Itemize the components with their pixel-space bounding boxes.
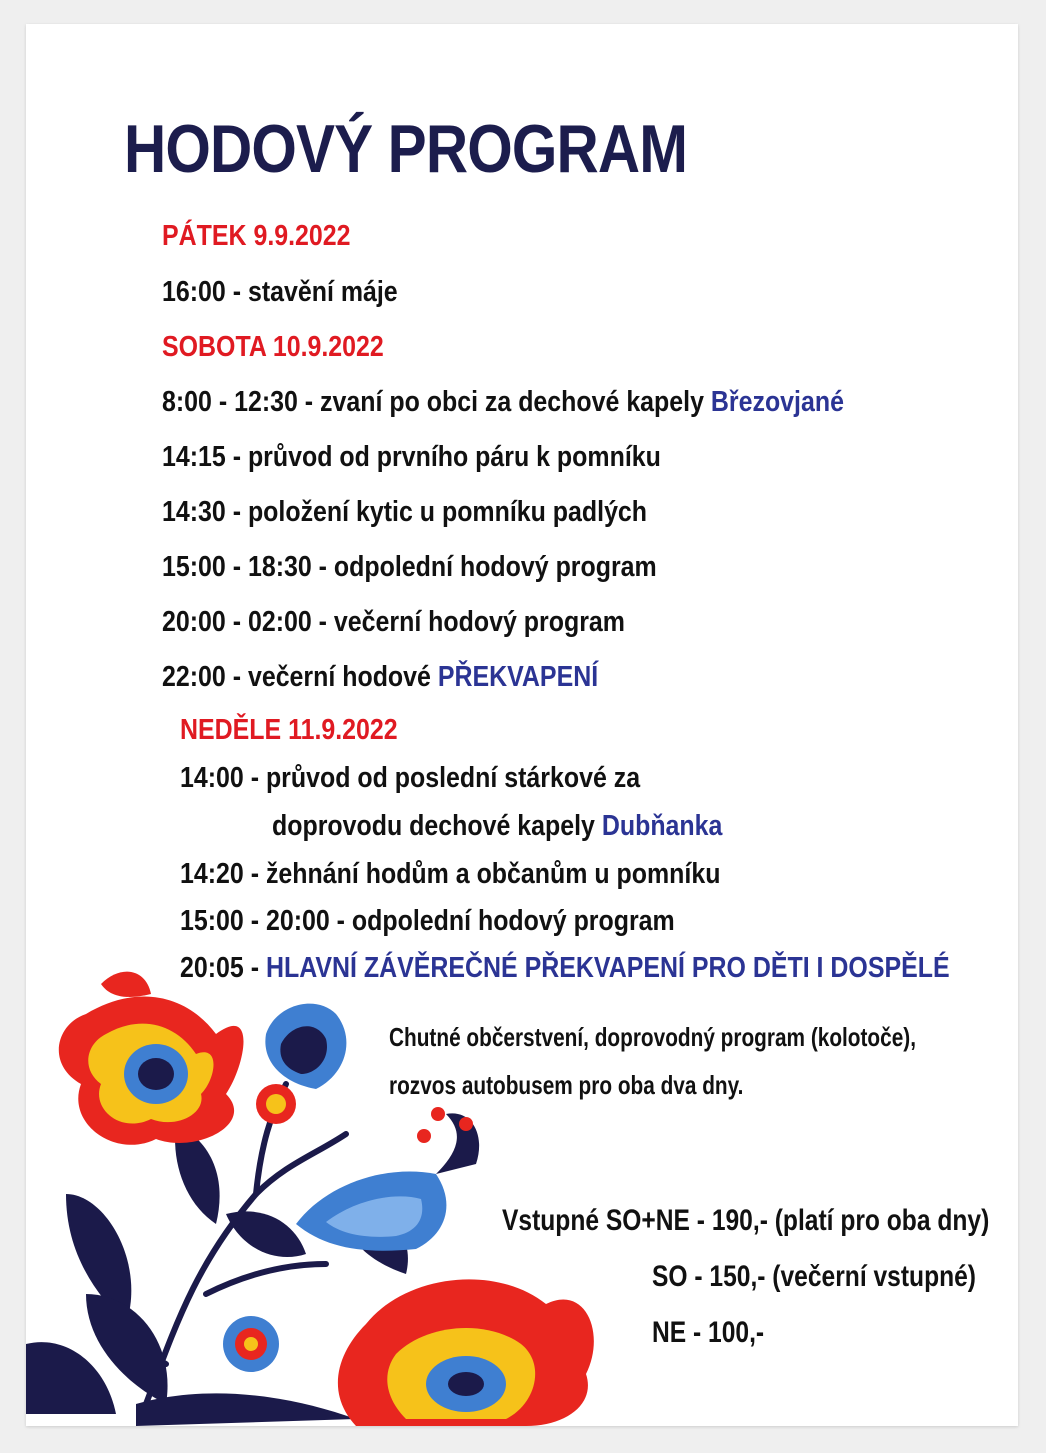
saturday-item-4: 15:00 - 18:30 - odpolední hodový program bbox=[162, 551, 657, 583]
saturday-item-6 bbox=[162, 661, 598, 694]
red-bottom-flower-icon bbox=[338, 1279, 594, 1426]
surprise-label: PŘEKVAPENÍ bbox=[437, 661, 599, 693]
friday-heading: PÁTEK 9.9.2022 bbox=[162, 220, 351, 252]
main-surprise-label: HLAVNÍ ZÁVĚREČNÉ PŘEKVAPENÍ PRO DĚTI I DOSPĚLÉ bbox=[265, 952, 950, 984]
band-name-dubnanka: Dubňanka bbox=[601, 810, 723, 842]
saturday-item-6-text: 22:00 - večerní hodové bbox=[162, 661, 438, 693]
sunday-heading: NEDĚLE 11.9.2022 bbox=[180, 714, 398, 746]
price-line-1: Vstupné SO+NE - 190,- (platí pro oba dny) bbox=[502, 1204, 990, 1237]
sunday-item-1-line-2-text: doprovodu dechové kapely bbox=[272, 810, 602, 842]
poster-sheet bbox=[26, 24, 1018, 1426]
friday-item: 16:00 - stavění máje bbox=[162, 276, 398, 308]
price-line-3: NE - 100,- bbox=[652, 1316, 765, 1349]
saturday-item-3: 14:30 - položení kytic u pomníku padlých bbox=[162, 496, 648, 528]
saturday-item-1 bbox=[162, 386, 844, 419]
sunday-item-3: 15:00 - 20:00 - odpolední hodový program bbox=[180, 905, 675, 937]
page-title: HODOVÝ PROGRAM bbox=[124, 111, 688, 187]
small-flower-icon bbox=[223, 1316, 279, 1372]
sunday-item-4-text: 20:05 - bbox=[180, 952, 266, 984]
red-flower-icon bbox=[59, 972, 244, 1145]
sunday-item-2: 14:20 - žehnání hodům a občanům u pomníku bbox=[180, 858, 721, 890]
info-line-2: rozvos autobusem pro oba dva dny. bbox=[389, 1070, 744, 1100]
blue-flower-icon bbox=[256, 1004, 346, 1124]
saturday-heading: SOBOTA 10.9.2022 bbox=[162, 331, 384, 363]
sunday-item-4 bbox=[180, 952, 950, 985]
sunday-item-1-line-1: 14:00 - průvod od poslední stárkové za bbox=[180, 762, 641, 794]
saturday-item-5: 20:00 - 02:00 - večerní hodový program bbox=[162, 606, 625, 638]
band-name-brezovjane: Březovjané bbox=[710, 386, 844, 418]
info-line-1: Chutné občerstvení, doprovodný program (kolotoče), bbox=[389, 1022, 916, 1052]
price-line-2: SO - 150,- (večerní vstupné) bbox=[652, 1260, 977, 1293]
sunday-item-1-line-2 bbox=[272, 810, 722, 843]
bell-flower-icon bbox=[296, 1107, 479, 1251]
saturday-item-1-text: 8:00 - 12:30 - zvaní po obci za dechové kapely bbox=[162, 386, 711, 418]
saturday-item-2: 14:15 - průvod od prvního páru k pomníku bbox=[162, 441, 661, 473]
